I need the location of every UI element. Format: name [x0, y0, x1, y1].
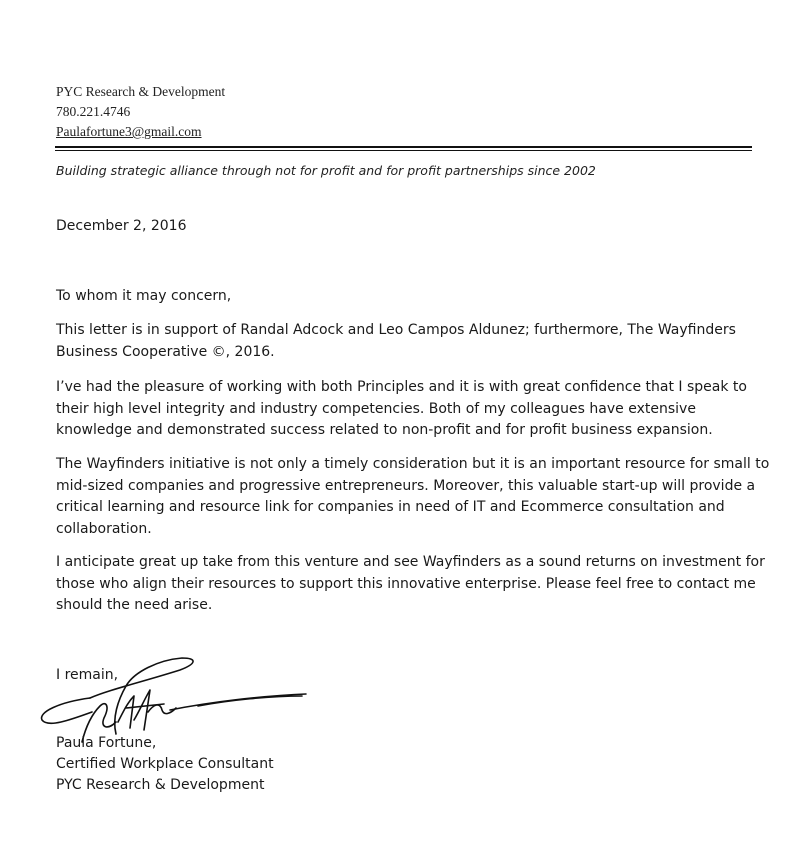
letterhead-phone: 780.221.4746: [56, 104, 131, 119]
signatory-title: Certified Workplace Consultant: [56, 756, 274, 772]
closing: I remain,: [56, 667, 119, 683]
letterhead: [56, 82, 225, 142]
paragraph-4: I anticipate great up take from this venture and see Wayfinders as a sound returns on investment for those who align their resources to support this innovative enterprise. Please feel free to contact me should the need arise.: [56, 554, 765, 613]
header-rule-thin: [55, 150, 752, 151]
paragraph-3: The Wayfinders initiative is not only a timely consideration but it is an important resource for small to mid-sized companies and progressive entrepreneurs. Moreover, this valuable start-up will provide a critical learning and resource link for companies in need of IT and Ecommerce consultation and collaboration.: [56, 456, 770, 537]
paragraph-1: This letter is in support of Randal Adcock and Leo Campos Aldunez; furthermore, The Wayfinders Business Cooperative ©, 2016.: [56, 322, 736, 360]
letterhead-email: Paulafortune3@gmail.com: [56, 124, 202, 139]
signatory-name: Paula Fortune,: [56, 735, 157, 751]
signatory-organization: PYC Research & Development: [56, 777, 265, 793]
letterhead-company: PYC Research & Development: [56, 84, 226, 99]
paragraph-2: I’ve had the pleasure of working with both Principles and it is with great confidence that I speak to their high level integrity and industry competencies. Both of my colleagues have extensive knowledge and demonstrated success related to non-profit and for profit business expansion.: [56, 379, 747, 438]
letter-date: December 2, 2016: [56, 218, 187, 234]
header-rule-thick: [55, 146, 752, 148]
salutation: To whom it may concern,: [56, 288, 232, 304]
tagline: Building strategic alliance through not for profit and for profit partnerships since 2002: [56, 163, 596, 178]
